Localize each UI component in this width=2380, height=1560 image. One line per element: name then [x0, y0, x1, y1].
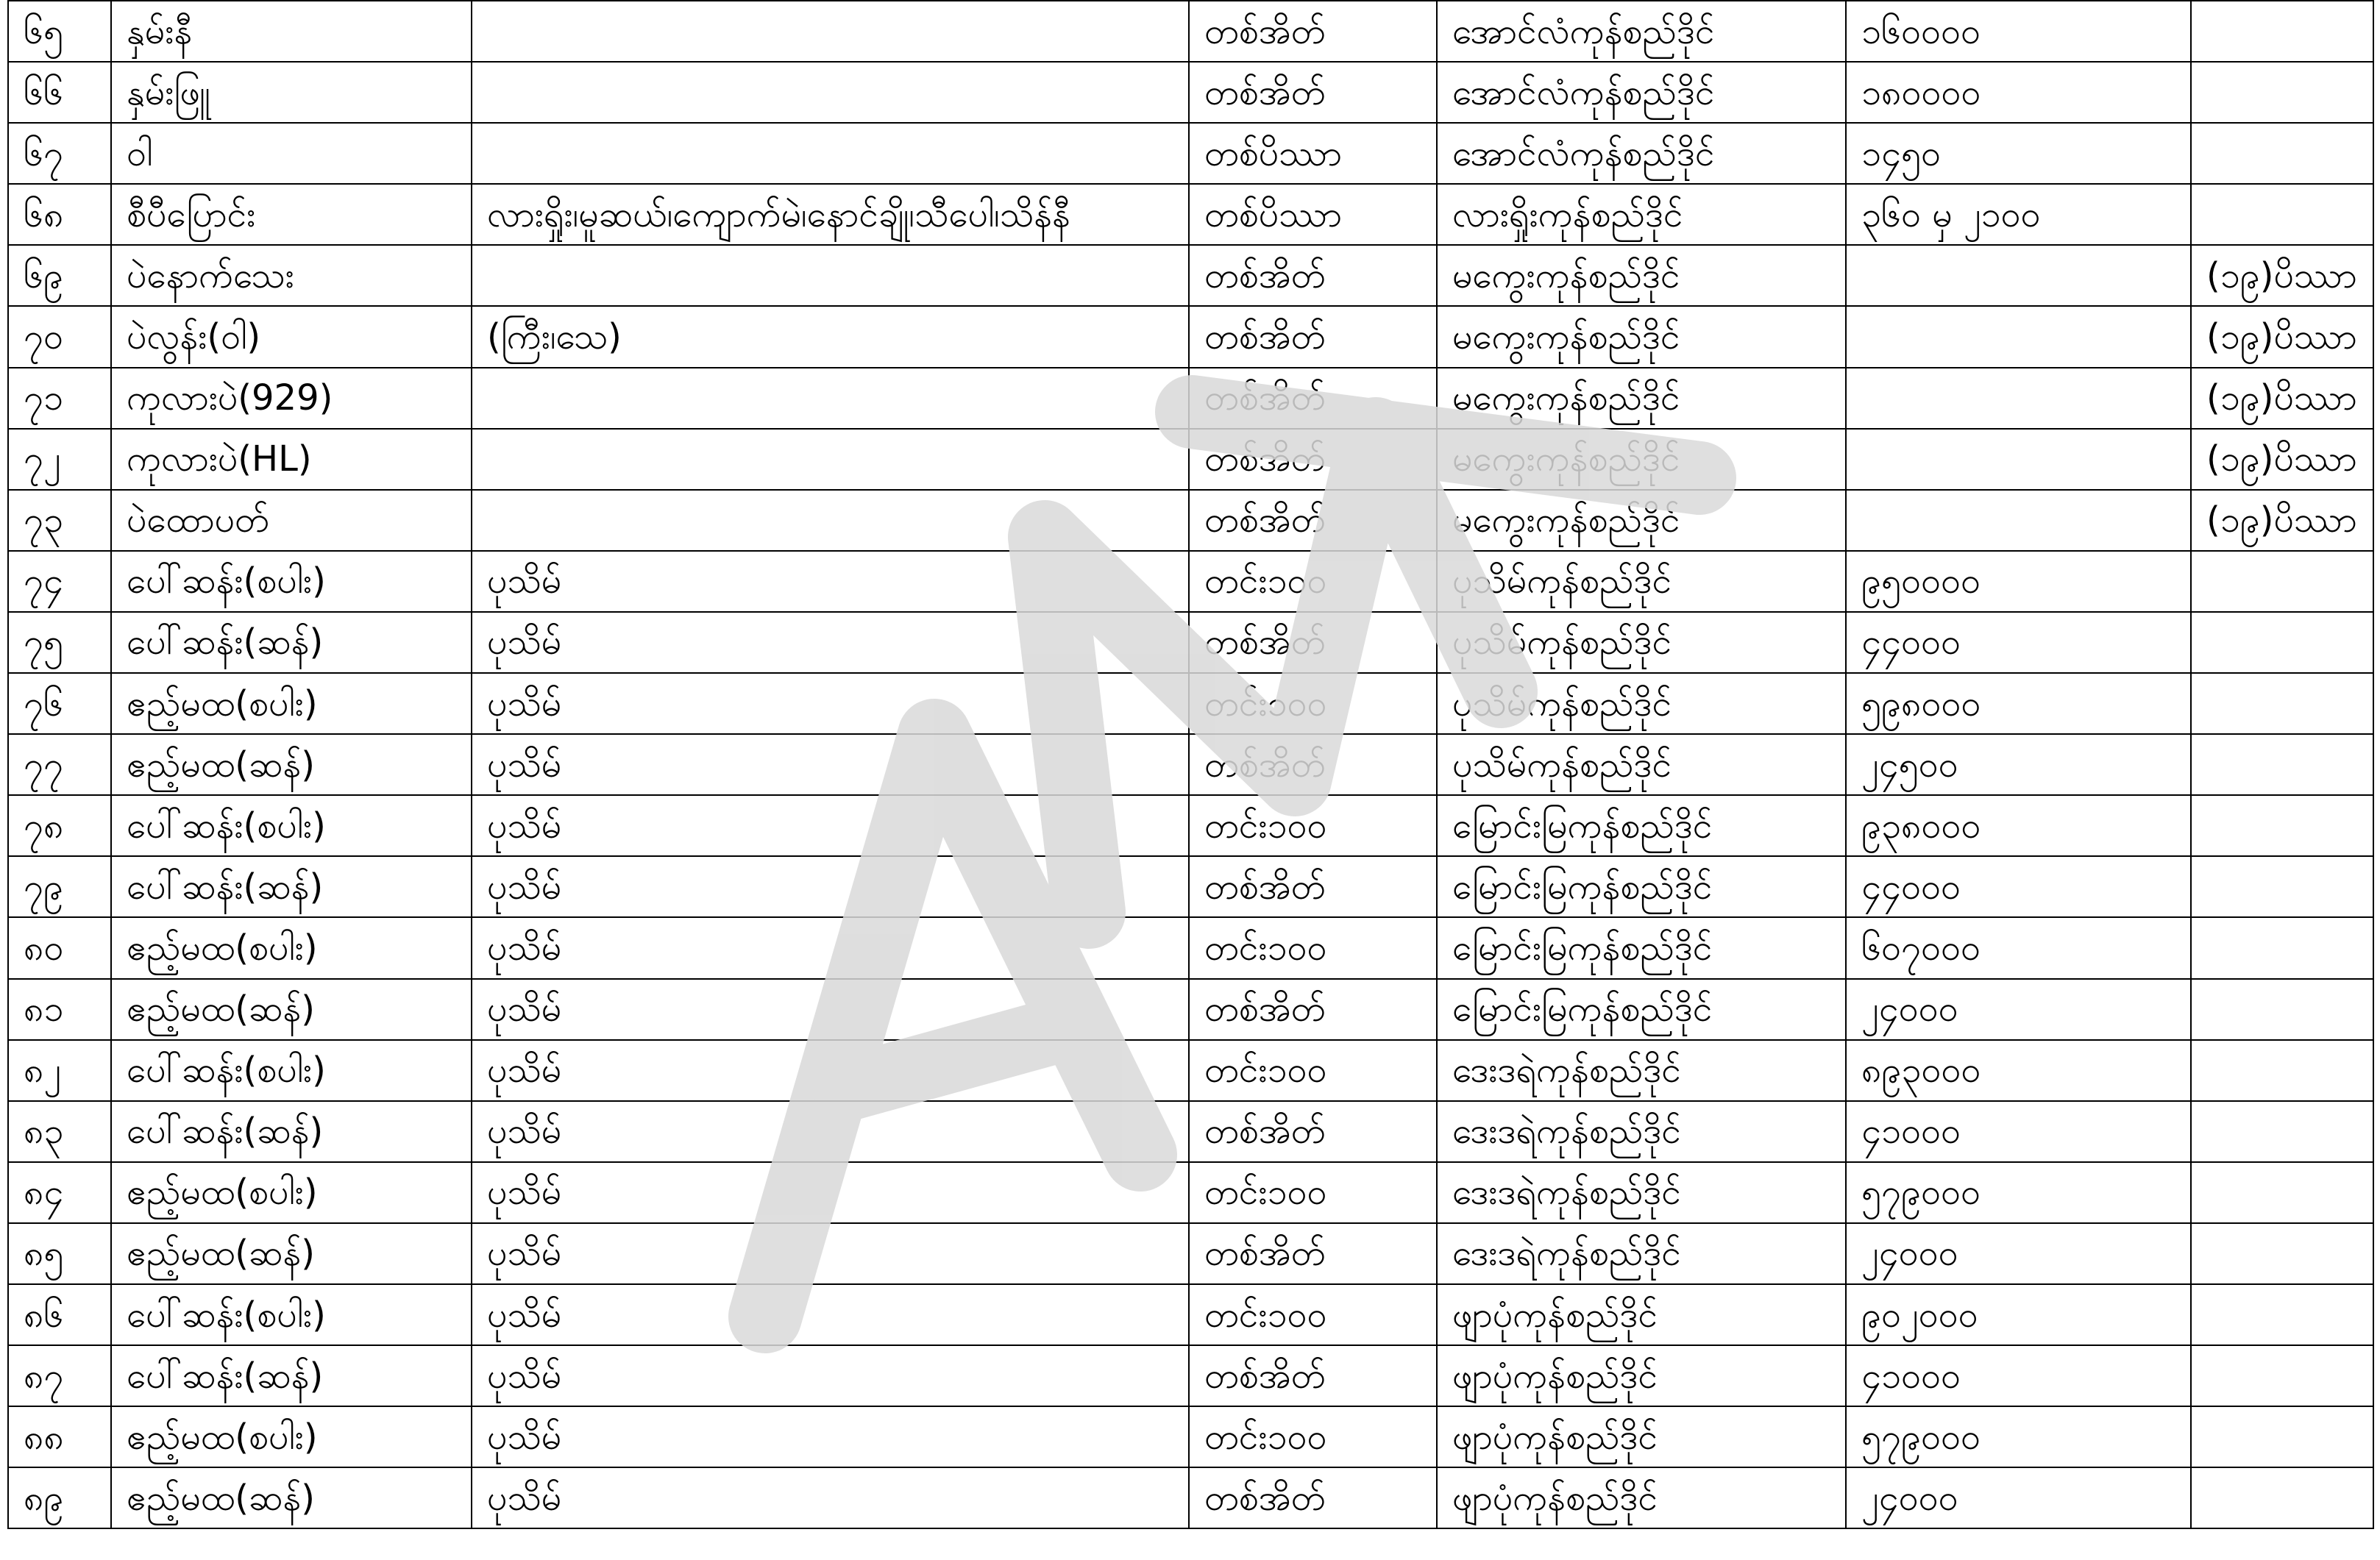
table-row [8, 1040, 2373, 1101]
row-number-cell: ၇၃ [8, 490, 111, 551]
item-name-cell: ပေါ်ဆန်း(ဆန်) [111, 1101, 472, 1162]
item-name-cell: ကုလားပဲ(HL) [111, 429, 472, 490]
market-cell: ဖျာပုံကုန်စည်ဒိုင် [1437, 1284, 1846, 1345]
market-cell: အောင်လံကုန်စည်ဒိုင် [1437, 123, 1846, 184]
row-number-cell: ၈၃ [8, 1101, 111, 1162]
table-row [8, 795, 2373, 856]
row-number-cell: ၇၄ [8, 551, 111, 612]
weight-note-cell: (၁၉)ပိဿာ [2191, 245, 2373, 306]
market-cell: မကွေးကုန်စည်ဒိုင် [1437, 368, 1846, 429]
unit-cell: တင်း၁၀၀ [1189, 673, 1437, 734]
price-cell: ၁၄၅၀ [1846, 123, 2191, 184]
row-number-cell: ၇၁ [8, 368, 111, 429]
table-row [8, 1101, 2373, 1162]
table-row [8, 62, 2373, 123]
item-name-cell: ပေါ်ဆန်း(စပါး) [111, 551, 472, 612]
item-name-cell: ပေါ်ဆန်း(ဆန်) [111, 612, 472, 673]
item-name-cell: ကုလားပဲ(929) [111, 368, 472, 429]
unit-cell: တစ်အိတ် [1189, 62, 1437, 123]
item-name-cell: ပေါ်ဆန်း(စပါး) [111, 795, 472, 856]
price-cell: ၆၀၇၀၀၀ [1846, 917, 2191, 978]
price-cell: ၄၄၀၀၀ [1846, 856, 2191, 917]
weight-note-cell [2191, 1223, 2373, 1284]
market-cell: လားရှိုးကုန်စည်ဒိုင် [1437, 184, 1846, 245]
row-number-cell: ၇၂ [8, 429, 111, 490]
row-number-cell: ၈၈ [8, 1406, 111, 1467]
market-cell: ဖျာပုံကုန်စည်ဒိုင် [1437, 1467, 1846, 1528]
weight-note-cell [2191, 673, 2373, 734]
unit-cell: တစ်အိတ် [1189, 1467, 1437, 1528]
row-number-cell: ၈၄ [8, 1162, 111, 1223]
price-cell: ၅၇၉၀၀၀ [1846, 1406, 2191, 1467]
weight-note-cell [2191, 1467, 2373, 1528]
price-cell: ၈၉၃၀၀၀ [1846, 1040, 2191, 1101]
item-name-cell: ဧည့်မထ(စပါး) [111, 1162, 472, 1223]
item-name-cell: ဧည့်မထ(စပါး) [111, 1406, 472, 1467]
price-cell: ၄၄၀၀၀ [1846, 612, 2191, 673]
item-name-cell: ပေါ်ဆန်း(ဆန်) [111, 856, 472, 917]
region-cell [472, 368, 1189, 429]
weight-note-cell [2191, 734, 2373, 795]
unit-cell: တစ်ပိဿာ [1189, 184, 1437, 245]
price-cell [1846, 245, 2191, 306]
weight-note-cell [2191, 1345, 2373, 1406]
table-row [8, 490, 2373, 551]
market-cell: ပုသိမ်ကုန်စည်ဒိုင် [1437, 673, 1846, 734]
unit-cell: တစ်အိတ် [1189, 1, 1437, 62]
region-cell: ပုသိမ် [472, 1345, 1189, 1406]
region-cell: ပုသိမ် [472, 1162, 1189, 1223]
market-cell: ဖျာပုံကုန်စည်ဒိုင် [1437, 1345, 1846, 1406]
table-body [8, 1, 2373, 1528]
price-cell: ၂၄၀၀၀ [1846, 1223, 2191, 1284]
price-cell: ၄၁၀၀၀ [1846, 1345, 2191, 1406]
weight-note-cell [2191, 62, 2373, 123]
price-cell: ၃၆၀ မှ ၂၁၀၀ [1846, 184, 2191, 245]
price-cell [1846, 368, 2191, 429]
region-cell: ပုသိမ် [472, 551, 1189, 612]
weight-note-cell [2191, 1101, 2373, 1162]
market-cell: ပုသိမ်ကုန်စည်ဒိုင် [1437, 551, 1846, 612]
region-cell [472, 123, 1189, 184]
row-number-cell: ၈၉ [8, 1467, 111, 1528]
row-number-cell: ၈၁ [8, 979, 111, 1040]
row-number-cell: ၇၆ [8, 673, 111, 734]
row-number-cell: ၇၅ [8, 612, 111, 673]
row-number-cell: ၆၇ [8, 123, 111, 184]
region-cell: ပုသိမ် [472, 856, 1189, 917]
weight-note-cell: (၁၉)ပိဿာ [2191, 490, 2373, 551]
item-name-cell: ဧည့်မထ(ဆန်) [111, 1223, 472, 1284]
market-cell: မြောင်းမြကုန်စည်ဒိုင် [1437, 917, 1846, 978]
item-name-cell: ဧည့်မထ(ဆန်) [111, 1467, 472, 1528]
price-cell: ၉၃၈၀၀၀ [1846, 795, 2191, 856]
table-row [8, 1162, 2373, 1223]
price-cell [1846, 429, 2191, 490]
market-cell: မကွေးကုန်စည်ဒိုင် [1437, 245, 1846, 306]
row-number-cell: ၇၇ [8, 734, 111, 795]
item-name-cell: ပဲလွန်း(ဝါ) [111, 306, 472, 367]
market-cell: မြောင်းမြကုန်စည်ဒိုင် [1437, 979, 1846, 1040]
price-cell: ၁၈၀၀၀၀ [1846, 62, 2191, 123]
region-cell: ပုသိမ် [472, 1467, 1189, 1528]
table-row [8, 123, 2373, 184]
item-name-cell: ဧည့်မထ(ဆန်) [111, 979, 472, 1040]
weight-note-cell [2191, 551, 2373, 612]
weight-note-cell [2191, 917, 2373, 978]
market-cell: ပုသိမ်ကုန်စည်ဒိုင် [1437, 612, 1846, 673]
unit-cell: တင်း၁၀၀ [1189, 1406, 1437, 1467]
market-cell: မကွေးကုန်စည်ဒိုင် [1437, 429, 1846, 490]
table-row [8, 245, 2373, 306]
weight-note-cell: (၁၉)ပိဿာ [2191, 368, 2373, 429]
row-number-cell: ၈၀ [8, 917, 111, 978]
unit-cell: တစ်ပိဿာ [1189, 123, 1437, 184]
table-row [8, 1, 2373, 62]
region-cell [472, 429, 1189, 490]
region-cell: ပုသိမ် [472, 1223, 1189, 1284]
region-cell: ပုသိမ် [472, 1040, 1189, 1101]
region-cell: (ကြီး၊သေ) [472, 306, 1189, 367]
region-cell: ပုသိမ် [472, 673, 1189, 734]
price-cell [1846, 306, 2191, 367]
table-row [8, 184, 2373, 245]
table-row [8, 368, 2373, 429]
weight-note-cell [2191, 856, 2373, 917]
table-row [8, 734, 2373, 795]
table-row [8, 1284, 2373, 1345]
price-cell: ၂၄၀၀၀ [1846, 979, 2191, 1040]
market-cell: ဒေးဒရဲကုန်စည်ဒိုင် [1437, 1223, 1846, 1284]
weight-note-cell [2191, 123, 2373, 184]
region-cell: ပုသိမ် [472, 734, 1189, 795]
row-number-cell: ၇၉ [8, 856, 111, 917]
price-cell: ၂၄၅၀၀ [1846, 734, 2191, 795]
item-name-cell: ဝါ [111, 123, 472, 184]
weight-note-cell [2191, 1, 2373, 62]
market-cell: ဒေးဒရဲကုန်စည်ဒိုင် [1437, 1101, 1846, 1162]
region-cell: ပုသိမ် [472, 1284, 1189, 1345]
market-cell: မကွေးကုန်စည်ဒိုင် [1437, 306, 1846, 367]
weight-note-cell [2191, 1284, 2373, 1345]
price-cell: ၉၀၂၀၀၀ [1846, 1284, 2191, 1345]
region-cell: လားရှိုး၊မူဆယ်၊ကျောက်မဲ၊နောင်ချို၊သီပေါ၊သိန်နီ [472, 184, 1189, 245]
market-cell: အောင်လံကုန်စည်ဒိုင် [1437, 1, 1846, 62]
weight-note-cell [2191, 184, 2373, 245]
market-cell: မကွေးကုန်စည်ဒိုင် [1437, 490, 1846, 551]
table-row [8, 306, 2373, 367]
unit-cell: တစ်အိတ် [1189, 734, 1437, 795]
weight-note-cell [2191, 1406, 2373, 1467]
price-cell: ၄၁၀၀၀ [1846, 1101, 2191, 1162]
unit-cell: တင်း၁၀၀ [1189, 1284, 1437, 1345]
market-cell: ဒေးဒရဲကုန်စည်ဒိုင် [1437, 1162, 1846, 1223]
table-row [8, 856, 2373, 917]
market-cell: အောင်လံကုန်စည်ဒိုင် [1437, 62, 1846, 123]
row-number-cell: ၈၇ [8, 1345, 111, 1406]
row-number-cell: ၆၉ [8, 245, 111, 306]
table-row [8, 612, 2373, 673]
unit-cell: တင်း၁၀၀ [1189, 795, 1437, 856]
row-number-cell: ၈၂ [8, 1040, 111, 1101]
price-cell [1846, 490, 2191, 551]
unit-cell: တစ်အိတ် [1189, 612, 1437, 673]
weight-note-cell: (၁၉)ပိဿာ [2191, 306, 2373, 367]
table-row [8, 1406, 2373, 1467]
unit-cell: တင်း၁၀၀ [1189, 917, 1437, 978]
weight-note-cell: (၁၉)ပိဿာ [2191, 429, 2373, 490]
table-row [8, 917, 2373, 978]
region-cell: ပုသိမ် [472, 979, 1189, 1040]
weight-note-cell [2191, 1162, 2373, 1223]
unit-cell: တင်း၁၀၀ [1189, 1040, 1437, 1101]
unit-cell: တစ်အိတ် [1189, 1101, 1437, 1162]
table-row [8, 429, 2373, 490]
weight-note-cell [2191, 979, 2373, 1040]
price-cell: ၅၇၉၀၀၀ [1846, 1162, 2191, 1223]
row-number-cell: ၇၀ [8, 306, 111, 367]
item-name-cell: နှမ်းနီ [111, 1, 472, 62]
region-cell [472, 1, 1189, 62]
item-name-cell: ပေါ်ဆန်း(စပါး) [111, 1040, 472, 1101]
unit-cell: တင်း၁၀၀ [1189, 1162, 1437, 1223]
table-row [8, 1223, 2373, 1284]
market-cell: ပုသိမ်ကုန်စည်ဒိုင် [1437, 734, 1846, 795]
row-number-cell: ၇၈ [8, 795, 111, 856]
item-name-cell: ပဲထောပတ် [111, 490, 472, 551]
region-cell: ပုသိမ် [472, 795, 1189, 856]
unit-cell: တစ်အိတ် [1189, 979, 1437, 1040]
item-name-cell: ဧည့်မထ(စပါး) [111, 673, 472, 734]
item-name-cell: နှမ်းဖြူ [111, 62, 472, 123]
weight-note-cell [2191, 612, 2373, 673]
region-cell: ပုသိမ် [472, 917, 1189, 978]
region-cell [472, 490, 1189, 551]
region-cell: ပုသိမ် [472, 1101, 1189, 1162]
market-cell: ဖျာပုံကုန်စည်ဒိုင် [1437, 1406, 1846, 1467]
unit-cell: တစ်အိတ် [1189, 368, 1437, 429]
unit-cell: တစ်အိတ် [1189, 306, 1437, 367]
item-name-cell: ဧည့်မထ(စပါး) [111, 917, 472, 978]
unit-cell: တစ်အိတ် [1189, 490, 1437, 551]
row-number-cell: ၆၆ [8, 62, 111, 123]
unit-cell: တင်း၁၀၀ [1189, 551, 1437, 612]
weight-note-cell [2191, 1040, 2373, 1101]
commodity-price-table [7, 0, 2374, 1529]
market-cell: ဒေးဒရဲကုန်စည်ဒိုင် [1437, 1040, 1846, 1101]
item-name-cell: ဧည့်မထ(ဆန်) [111, 734, 472, 795]
row-number-cell: ၈၅ [8, 1223, 111, 1284]
weight-note-cell [2191, 795, 2373, 856]
row-number-cell: ၆၈ [8, 184, 111, 245]
price-cell: ၉၅၀၀၀၀ [1846, 551, 2191, 612]
table-row [8, 673, 2373, 734]
table-row [8, 551, 2373, 612]
table-row [8, 979, 2373, 1040]
market-cell: မြောင်းမြကုန်စည်ဒိုင် [1437, 795, 1846, 856]
price-cell: ၂၄၀၀၀ [1846, 1467, 2191, 1528]
table-row [8, 1467, 2373, 1528]
row-number-cell: ၈၆ [8, 1284, 111, 1345]
item-name-cell: ပဲနောက်သေး [111, 245, 472, 306]
region-cell [472, 62, 1189, 123]
region-cell [472, 245, 1189, 306]
price-cell: ၅၉၈၀၀၀ [1846, 673, 2191, 734]
unit-cell: တစ်အိတ် [1189, 1223, 1437, 1284]
item-name-cell: ပေါ်ဆန်း(စပါး) [111, 1284, 472, 1345]
region-cell: ပုသိမ် [472, 612, 1189, 673]
row-number-cell: ၆၅ [8, 1, 111, 62]
region-cell: ပုသိမ် [472, 1406, 1189, 1467]
market-cell: မြောင်းမြကုန်စည်ဒိုင် [1437, 856, 1846, 917]
item-name-cell: ပေါ်ဆန်း(ဆန်) [111, 1345, 472, 1406]
price-cell: ၁၆၀၀၀၀ [1846, 1, 2191, 62]
unit-cell: တစ်အိတ် [1189, 245, 1437, 306]
item-name-cell: စီပီပြောင်း [111, 184, 472, 245]
unit-cell: တစ်အိတ် [1189, 856, 1437, 917]
unit-cell: တစ်အိတ် [1189, 429, 1437, 490]
unit-cell: တစ်အိတ် [1189, 1345, 1437, 1406]
table-row [8, 1345, 2373, 1406]
